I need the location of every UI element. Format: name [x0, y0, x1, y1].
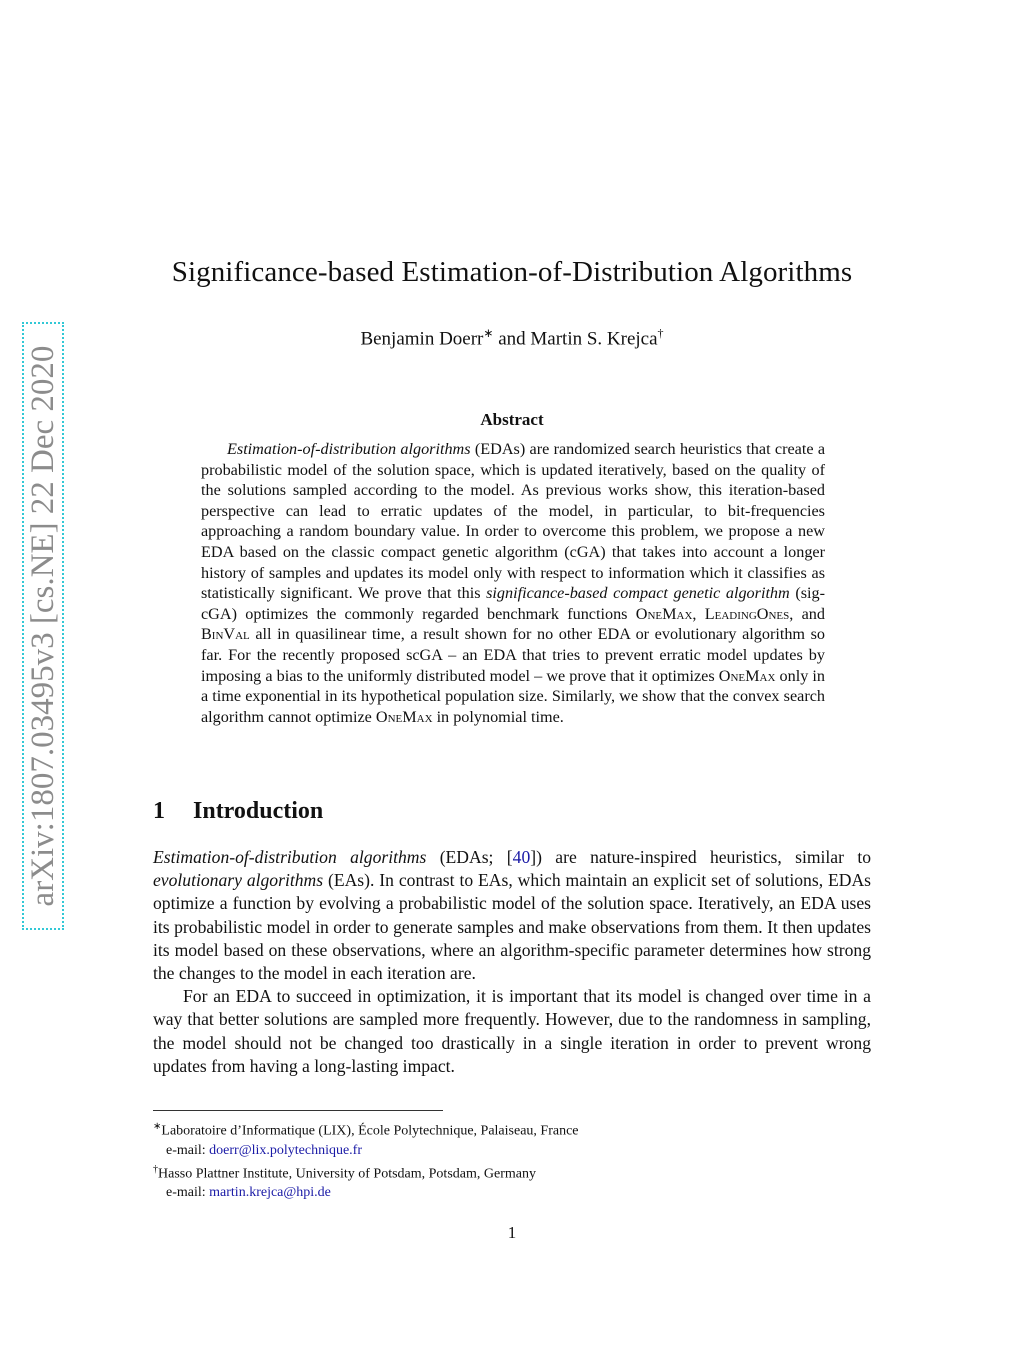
body-span: (EDAs; [	[426, 847, 513, 867]
function-name: OneMax	[718, 666, 776, 685]
footnote-mark[interactable]: †	[657, 326, 664, 340]
abstract-text	[201, 439, 825, 727]
section-title: Introduction	[193, 798, 324, 824]
abstract-span: ,	[692, 604, 705, 623]
email-link[interactable]: martin.krejca@hpi.de	[209, 1185, 331, 1201]
affiliation: Hasso Plattner Institute, University of Potsdam, Potsdam, Germany	[158, 1166, 536, 1182]
body-span: (EAs). In contrast to EAs, which maintain an explicit set of solutions, EDAs optimize a function by evolving a probabilistic model of the solution space. Iteratively, an EDA uses its probabilistic model in order to generate samples and make observations from them. It then updates its model based on these observations, where an algorithm-specific parameter determines how strong the changes to the model in each iteration are.	[153, 870, 871, 984]
body-emphasis: evolutionary algorithms	[153, 870, 324, 891]
footnote-email-line	[153, 1141, 873, 1160]
email-label: e-mail:	[166, 1185, 210, 1201]
footnote-mark[interactable]: ∗	[483, 326, 494, 340]
footnote-mark: †	[153, 1163, 158, 1175]
footnote-divider	[153, 1110, 443, 1111]
body-emphasis: Estimation-of-distribution algorithms	[153, 847, 427, 867]
function-name: BinVal	[201, 625, 250, 644]
intro-body	[153, 846, 871, 1078]
abstract-emphasis: significance-based compact genetic algorithm	[486, 584, 790, 603]
abstract-span: (EDAs) are randomized search heuristics that create a probabilistic model of the solution space, which is updated iteratively, based on the quality of the solutions sampled according to the model. As previous works show, this iteration-based perspective can lead to erratic updates of the model, in particular, to bit-frequencies approaching a random boundary value. In order to overcome this problem, we propose a new EDA based on the classic compact genetic algorithm (cGA) that takes into account a longer history of samples and updates its model only with respect to information which it classifies as statistically significant. We prove that this	[201, 440, 825, 603]
section-number: 1	[153, 798, 165, 824]
abstract-emphasis: Estimation-of-distribution algorithms	[227, 440, 471, 458]
arxiv-identifier[interactable]: arXiv:1807.03495v3 [cs.NE] 22 Dec 2020	[25, 345, 61, 907]
abstract-span: , and	[789, 604, 825, 623]
body-span: ]) are nature-inspired heuristics, similar to	[530, 847, 871, 867]
author-name: Benjamin Doerr	[360, 328, 484, 350]
function-name: OneMax	[375, 707, 433, 726]
email-label: e-mail:	[166, 1142, 210, 1158]
footnotes	[153, 1117, 873, 1202]
abstract-heading: Abstract	[480, 410, 544, 429]
author-name: Martin S. Krejca	[530, 328, 658, 350]
paragraph: For an EDA to succeed in optimization, it is important that its model is changed over time in a way that better solutions are sampled more frequently. However, due to the randomness in sampling, the model should not be changed too drastically in a single iteration in order to prevent wrong updates from having a long-lasting impact.	[153, 986, 871, 1076]
author-line	[0, 326, 1024, 350]
abstract-span: in polynomial time.	[432, 707, 564, 726]
abstract-span: only in a time exponential in its hypothetical population size. Similarly, we show that the convex search algorithm cannot optimize	[201, 666, 825, 726]
abstract-span: all in quasilinear time, a result shown for no other EDA or evolutionary algorithm so far. For the recently proposed scGA – an EDA that tries to prevent erratic model updates by imposing a bias to the uniformly distributed model – we prove that it optimizes	[201, 625, 825, 685]
abstract-span: (sig-cGA) optimizes the commonly regarded benchmark functions	[201, 584, 826, 623]
function-name: LeadingOnes	[704, 604, 790, 623]
affiliation: Laboratoire d’Informatique (LIX), École Polytechnique, Palaiseau, France	[161, 1123, 579, 1139]
footnote	[153, 1117, 873, 1141]
footnote-mark: ∗	[153, 1121, 162, 1132]
footnote	[153, 1160, 873, 1184]
paragraph	[153, 846, 871, 985]
author-joiner: and	[493, 328, 531, 350]
function-name: OneMax	[635, 604, 693, 623]
paper-title: Significance-based Estimation-of-Distribution Algorithms	[171, 256, 853, 288]
section-heading	[153, 798, 873, 825]
page-number: 1	[507, 1223, 517, 1242]
footnote-email-line	[153, 1183, 873, 1202]
citation-link[interactable]: 40	[512, 847, 531, 867]
email-link[interactable]: doerr@lix.polytechnique.fr	[209, 1142, 363, 1158]
